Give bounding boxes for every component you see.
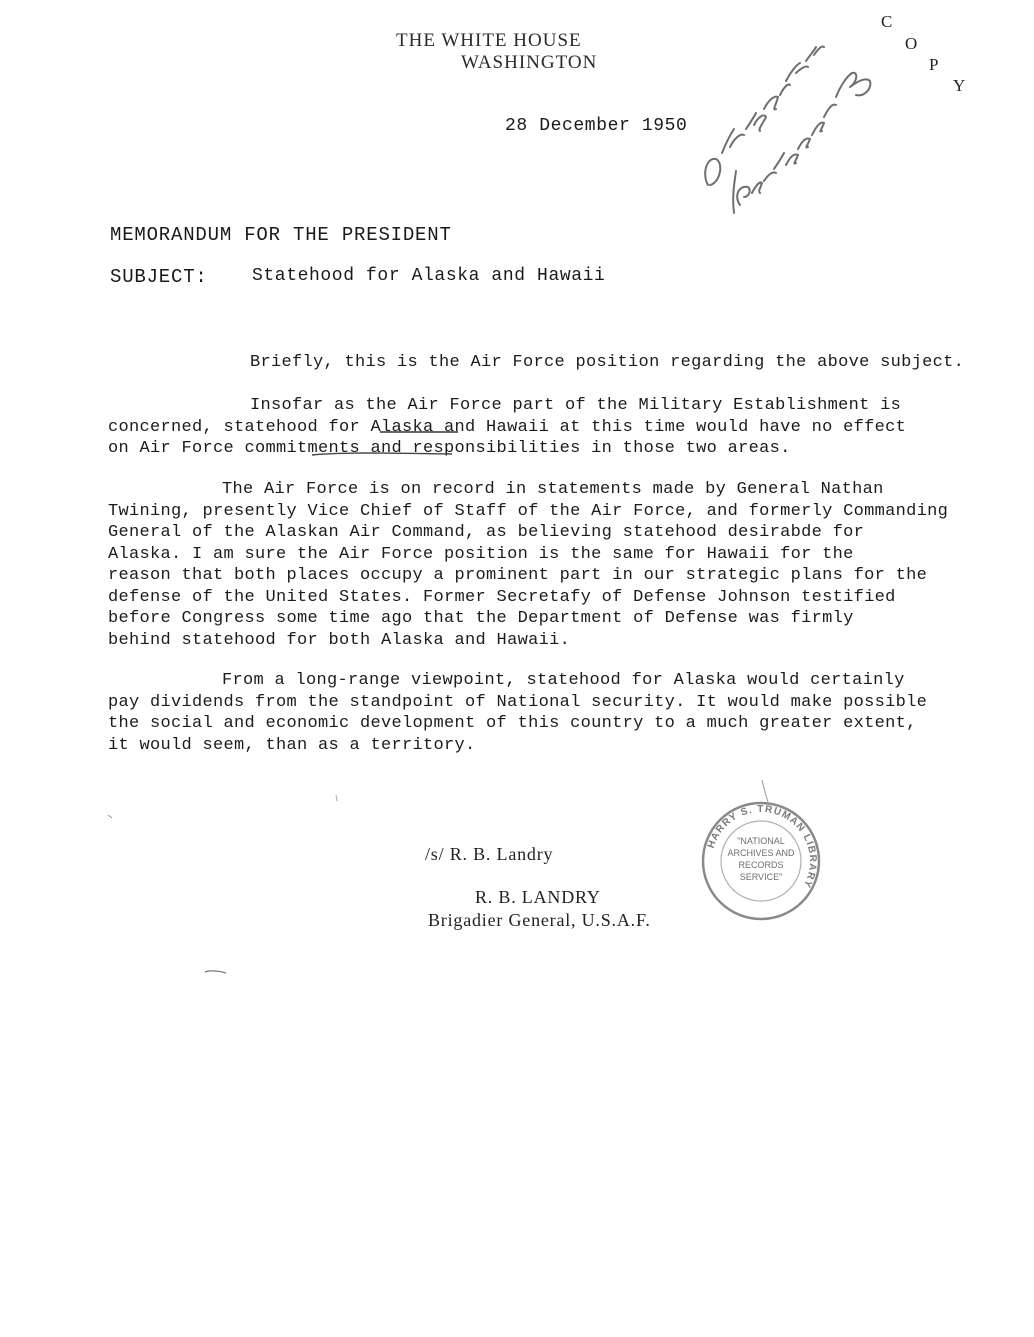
stamp-line-3: RECORDS bbox=[738, 860, 784, 870]
stamp-ring-text: HARRY S. TRUMAN LIBRARY bbox=[705, 803, 819, 890]
signature-signed: /s/ R. B. Landry bbox=[425, 844, 554, 864]
memo-date: 28 December 1950 bbox=[505, 116, 688, 136]
signature-title: Brigadier General, U.S.A.F. bbox=[428, 910, 651, 930]
paragraph-line: reason that both places occupy a prominent part in our strategic plans for the bbox=[108, 566, 928, 585]
paragraph-line: Insofar as the Air Force part of the Military Establishment is bbox=[250, 396, 902, 415]
copy-mark-o: O bbox=[905, 34, 918, 53]
copy-mark-p: P bbox=[929, 55, 939, 74]
letterhead-line2: WASHINGTON bbox=[461, 52, 598, 73]
signature-name: R. B. LANDRY bbox=[475, 887, 601, 907]
paragraph-line: pay dividends from the standpoint of National security. It would make possible bbox=[108, 692, 928, 712]
paragraph-line: General of the Alaskan Air Command, as believing statehood desirabde for bbox=[108, 523, 865, 542]
stamp-line-2: ARCHIVES AND bbox=[727, 848, 795, 858]
stamp-line-1: "NATIONAL bbox=[737, 836, 785, 846]
paragraph-line: The Air Force is on record in statements made by General Nathan bbox=[222, 480, 884, 499]
paragraph-line: concerned, statehood for Alaska and Hawaii at this time would have no effect bbox=[108, 417, 907, 437]
copy-mark-c: C bbox=[881, 12, 893, 31]
memo-addressee: MEMORANDUM FOR THE PRESIDENT bbox=[110, 224, 452, 246]
memo-subject-text: Statehood for Alaska and Hawaii bbox=[252, 266, 606, 286]
stamp-line-4: SERVICE" bbox=[739, 872, 783, 882]
paragraph-line: behind statehood for both Alaska and Hawaii. bbox=[108, 630, 571, 650]
letterhead-line1: THE WHITE HOUSE bbox=[396, 30, 582, 51]
copy-mark-y: Y bbox=[953, 76, 966, 95]
paragraph-line: before Congress some time ago that the Department of Defense was firmly bbox=[108, 609, 854, 628]
paragraph-line: it would seem, than as a territory. bbox=[108, 735, 476, 755]
paragraph-line: Briefly, this is the Air Force position regarding the above subject. bbox=[250, 353, 965, 372]
paragraph-line: Twining, presently Vice Chief of Staff of the Air Force, and formerly Commanding bbox=[108, 501, 949, 521]
paragraph-line: From a long-range viewpoint, statehood for Alaska would certainly bbox=[222, 671, 905, 690]
memo-subject-label: SUBJECT: bbox=[110, 266, 208, 288]
paragraph-line: on Air Force commitments and responsibilities in those two areas. bbox=[108, 439, 791, 458]
paragraph-line: defense of the United States. Former Secretafy of Defense Johnson testified bbox=[108, 587, 896, 607]
paragraph-line: Alaska. I am sure the Air Force position is the same for Hawaii for the bbox=[108, 544, 854, 564]
paragraph-line: the social and economic development of this country to a much greater extent, bbox=[108, 714, 917, 733]
archives-stamp bbox=[698, 798, 824, 924]
